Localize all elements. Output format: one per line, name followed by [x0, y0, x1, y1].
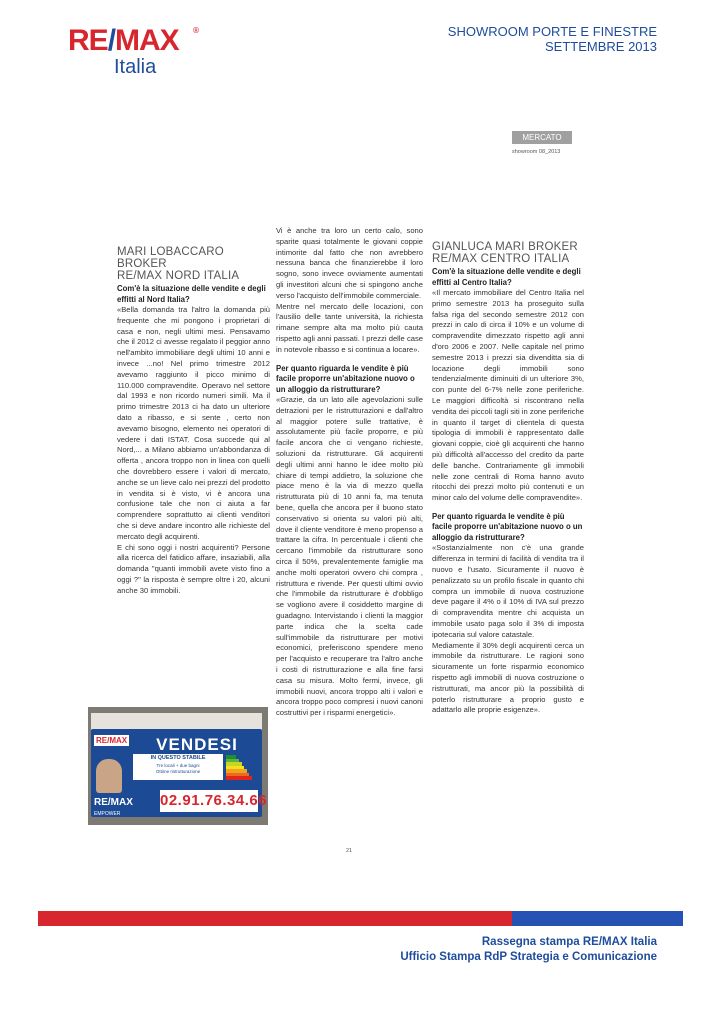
- logo-slash: /: [107, 24, 116, 57]
- article-column-1: [117, 246, 270, 691]
- section-issue: showroom 08_2013: [512, 149, 561, 155]
- registered-mark: ®: [192, 26, 200, 35]
- answer-paragraph: Vi è anche tra loro un certo calo, sono sparite quasi totalmente le giovani coppie intimorite dal fatto che non avrebbero nessuna banca che finanzierebbe il loro sogno, sono invece ovviamente aumentati gli investitori alcuni che si spingono anche verso l'acquisto dell'immobile commerciale.: [276, 226, 423, 300]
- footer-line-2: Ufficio Stampa RdP Strategia e Comunicazione: [400, 951, 657, 963]
- sign-line: Ottime ristrutturazione: [155, 769, 201, 774]
- interviewee-name: MARI LOBACCARO BROKER: [117, 246, 224, 270]
- footer-band-red: [38, 911, 512, 926]
- footer-line-1: Rassegna stampa RE/MAX Italia: [481, 936, 657, 948]
- answer-paragraph: «Grazie, da un lato alle agevolazioni sulle detrazioni per le ristrutturazioni e dall'altro al maggior potere sulle trattative, è assolutamente più facile proporre, e più facile ancora che ci vengano richieste, soluzioni da ristrutturare. Gli acquirenti degli ultimi anni hanno le idee molto più chiare di tempi addietro, la soluzione che piace meno è la via di mezzo quella ristrutturata più di 10 anni fa, ma tenuta bene, quella che ancora per il buono stato conservativo si orienta su valori più alti, dove il cliente venditore è meno propenso a trattare la cifra. In percentuale i clienti che cercano l'immobile da ristrutturare sono circa il 50%, prevalentemente famiglie ma anche molti operatori ovvero chi compra , ristruttura e rivende. Per questi ultimi ovvio che l'immobile da ristrutturare è d'obbligo se vogliono avere il cosiddetto margine di guadagno. Intervistando i clienti la maggior parte indica che la scelta cade sull'immobile da ristrutturare per motivi economici, preferiscono spendere meno per l'acquisto e recuperare tra l'altro anche i costi di ristrutturazione e alla fine farsi casa su misura. Molto fermi, invece, gli immobili nuovi, ancora troppo alti i valori e ancora troppo poco compresi i nuovi canoni costruttivi per i risparmi energetici».: [276, 395, 423, 718]
- sign-line: IN QUESTO STABILE: [150, 755, 206, 761]
- question: Com'è la situazione delle vendite e degli effitti al Centro Italia?: [432, 267, 581, 287]
- sign-line: Tre locali + due bagni: [156, 763, 200, 768]
- answer-paragraph: E chi sono oggi i nostri acquirenti? Persone alla ricerca del fatidico affare, insaziabili, alla domanda "quanti immobili avete visto fino a oggi ?" la risposta è sempre oltre i 20, alcuni anche 30 immobili.: [117, 542, 270, 595]
- question: Per quanto riguarda le vendite è più facile proporre un'abitazione nuovo o un alloggio da ristrutturare?: [432, 511, 583, 542]
- sign-agency: EMPOWER: [94, 811, 121, 817]
- logo-re: RE: [68, 24, 108, 57]
- page-number: 21: [346, 848, 353, 854]
- for-sale-sign-photo: [88, 707, 268, 825]
- agent-photo: [96, 759, 122, 793]
- publication-title: SHOWROOM PORTE E FINESTRE: [447, 24, 657, 39]
- answer-paragraph: Mentre nel mercato delle locazioni, con l'ausilio delle tante università, la richiesta rimane sempre alta ma molto più cauta rispetto agli anni passati. I prezzi delle case in notevole ribasso e si continua a locare».: [276, 301, 423, 354]
- footer-band-blue: [512, 911, 683, 926]
- logo-subtitle: Italia: [114, 56, 157, 78]
- publication-date: SETTEMBRE 2013: [545, 39, 657, 54]
- sign-phone: 02.91.76.34.66: [160, 790, 258, 812]
- answer-paragraph: «Bella domanda tra l'altro la domanda più frequente che mi pongono i proprietari di casa e non, negli ultimi mesi. Pensavamo che il 2012 ci avesse regalato il peggior anno nell'ambito immobiliare degli ultimi 10 anni e invece ...no! Nel primo trimestre 2012 avevamo raggiunto il picco minimo di 110.000 compravendite. Operavo nel settore dal 1993 e non ricordo numeri simili. Ma il primo trimestre 2013 ci ha dato un ulteriore dato a ribasso, e si sente , certo non avevamo bisogno, elemento nei operatori di vedere i dati ISTAT. Cosa succede qui al Nord,... a Milano abbiamo un'abbondanza di offerta , ancora troppo non in linea con quelli che dovrebbero essere i valori di mercato, anche se un lieve calo nei prezzi del prodotto in vendita si è visto, vi è ancora una confusione tale che non ci aiuta a far comprendere soprattutto ai clienti venditori che si deve andare incontro alle richieste del mercato degli acquirenti.: [117, 305, 270, 541]
- answer-paragraph: Mediamente il 30% degli acquirenti cerca un immobile da ristrutturare. Le ragioni sono sicuramente un forte risparmio economico rispetto agli immobili di nuova costruzione o ristrutturati, ma ancor più la possibilità di poterlo ristrutturare a proprio gusto e adattarlo alle proprie esigenze».: [432, 640, 584, 715]
- energy-class-icon: [226, 755, 252, 781]
- section-tag: MERCATO: [512, 131, 572, 144]
- question: Per quanto riguarda le vendite è più facile proporre un'abitazione nuovo o un alloggio da ristrutturare?: [276, 363, 415, 394]
- interviewee-name: GIANLUCA MARI BROKER: [432, 241, 578, 253]
- publication-header: [448, 24, 657, 54]
- sign-brand: RE/MAX: [94, 797, 133, 808]
- logo-max: MAX: [115, 24, 179, 57]
- footer-credits: [400, 935, 657, 965]
- interviewee-office: RE/MAX NORD ITALIA: [117, 270, 240, 282]
- remax-logo: [68, 26, 208, 78]
- sign-vendesi: VENDESI: [142, 735, 252, 755]
- sign-logo: RE/MAX: [96, 736, 128, 745]
- question: Com'è la situazione delle vendite e degli effitti al Nord Italia?: [117, 284, 266, 304]
- article-column-2: [276, 226, 423, 846]
- answer-paragraph: «Sostanzialmente non c'è una grande differenza in termini di facilità di vendita tra il nuovo e l'usato. Sicuramente il nuovo è penalizzato su un profilo fiscale in quanto chi compra un immobile di nuova costruzione deve pagare il 4% o il 10% di IVA sul prezzo di compravendita mentre chi acquista un immobile usato paga solo il 3% di imposta ipotecaria sul valore catastale.: [432, 543, 584, 639]
- interviewee-office: RE/MAX CENTRO ITALIA: [432, 253, 570, 265]
- logo-wordmark: [68, 26, 208, 56]
- answer-paragraph: «Il mercato immobiliare del Centro Italia nel primo semestre 2013 ha proseguito sulla falsa riga del secondo semestre 2012 con prezzi in calo di circa il 10% e un volume di compravendite dimezzato rispetto agli anni d'oro 2006 e 2007. Nelle capitale nel primo semestre 2013 i prezzi sia divenditta sia di locazione degli immobili sono tendenzialmente diminuiti di un ulteriore 3%, con punte del 6-7% nelle zone periferiche. Le maggiori difficoltà si riscontrano nella vendita dei piccoli tagli siti in zone periferiche in quanto il target di clientela di questa tipologia di immobili è rappresentato dalle giovani coppie, cioè gli acquirenti che hanno più difficoltà all'accesso del credito da parte delle banche. Contrariamente gli immobili nelle zone centrali di Roma hanno avuto ritocchi dei prezzi molto più contenuti e un minor calo del volume delle compravendite».: [432, 288, 584, 503]
- article-column-3: [432, 241, 584, 841]
